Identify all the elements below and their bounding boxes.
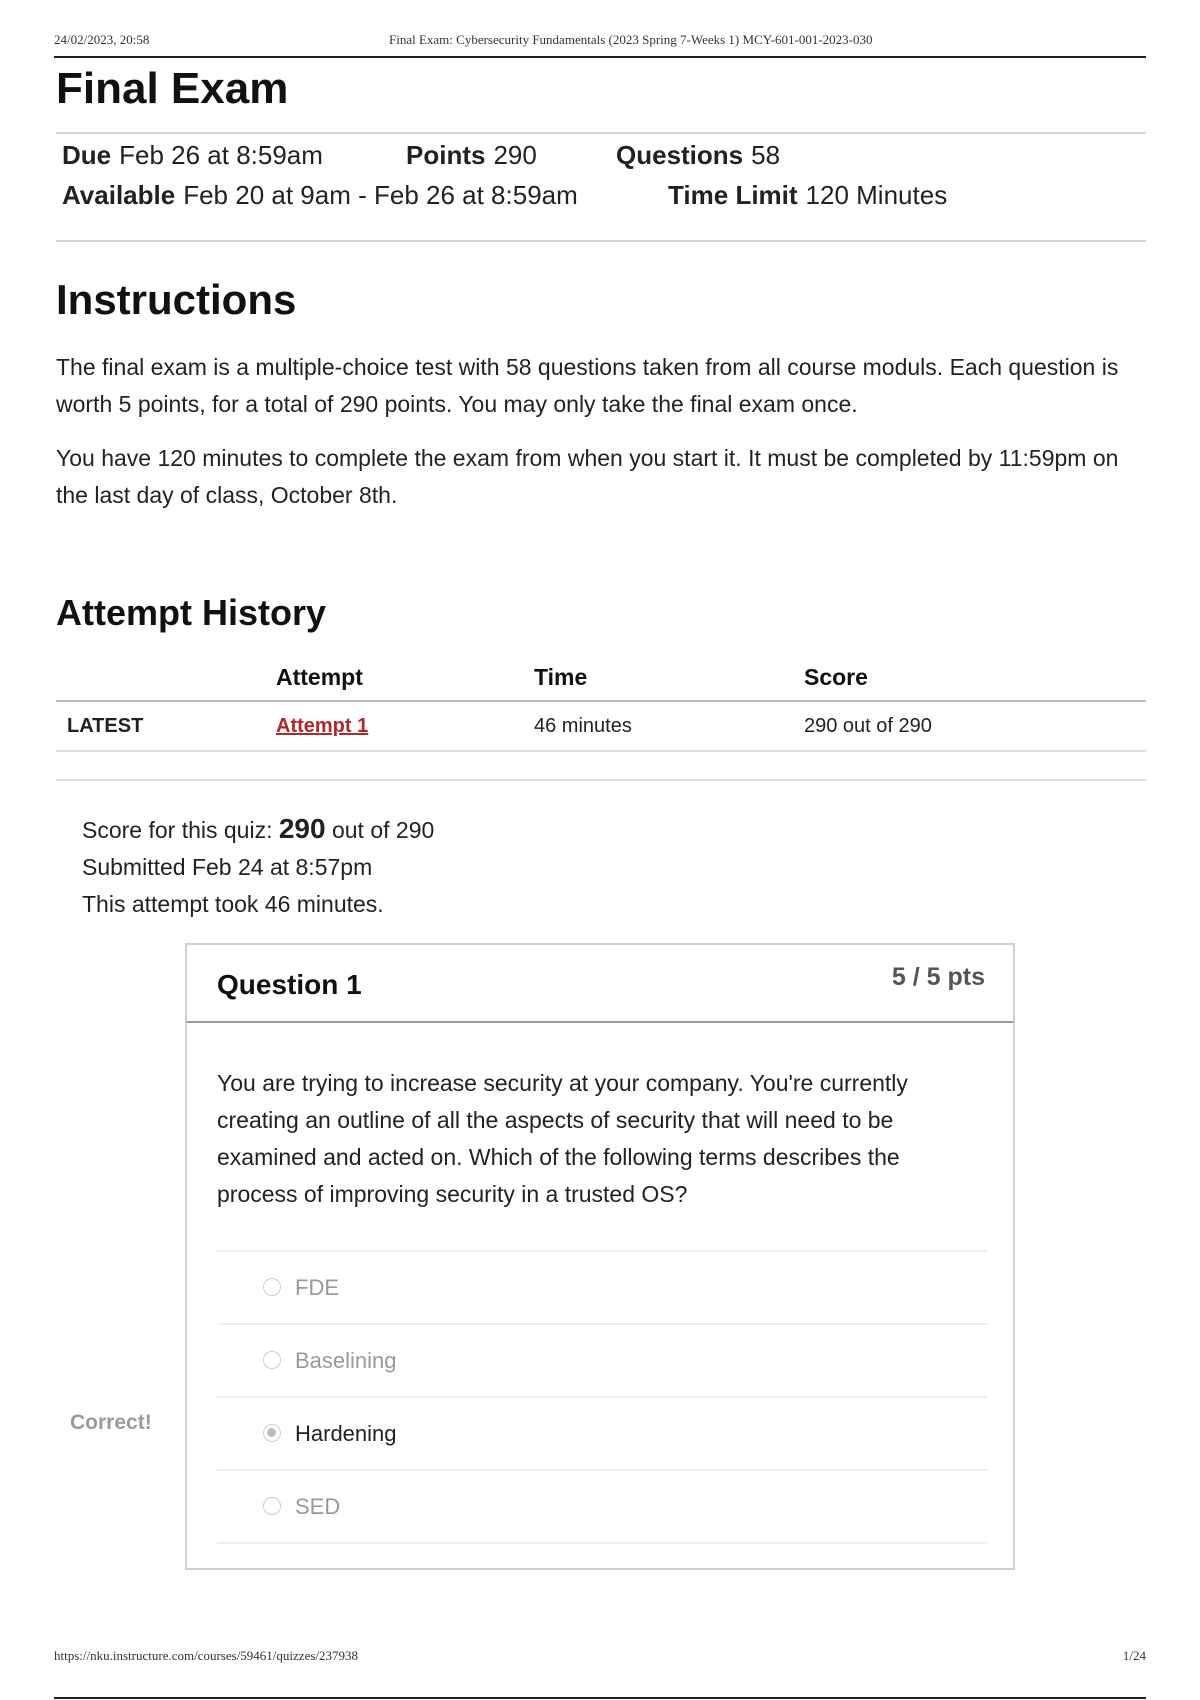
attempt-history-header-row [56, 655, 1146, 701]
available-label: Available [62, 180, 176, 210]
attempt-cell [276, 701, 534, 751]
due-label: Due [62, 140, 112, 170]
answer-option-hardening[interactable] [217, 1398, 987, 1471]
page-title: Final Exam [56, 64, 289, 113]
answer-label: Hardening [295, 1421, 397, 1446]
score-suffix: out of 290 [325, 817, 435, 843]
radio-icon[interactable] [263, 1497, 281, 1515]
instructions-paragraph-2: You have 120 minutes to complete the exam from when you start it. It must be completed by 11:59pm on the last day of class, October 8th. [56, 445, 1119, 508]
submitted-line: Submitted Feb 24 at 8:57pm [82, 854, 373, 880]
question-text: You are trying to increase security at your company. You're currently creating an outline of all the aspects of security that will need to be examined and acted on. Which of the following terms describes the process of improving security in a trusted OS? [217, 1070, 908, 1207]
answer-list [217, 1250, 987, 1544]
due-info [62, 140, 323, 171]
print-header [54, 30, 1146, 58]
due-value: Feb 26 at 8:59am [119, 140, 323, 170]
column-header-tag [56, 655, 276, 701]
instructions-paragraph-1: The final exam is a multiple-choice test with 58 questions taken from all course moduls. Each question is worth 5 points, for a total of 290 points. You may only take the final exam once. [56, 354, 1119, 417]
instructions-title: Instructions [56, 276, 297, 323]
question-points: 5 / 5 pts [891, 963, 985, 991]
page-number: 1/24 [1122, 1648, 1146, 1663]
answer-label: Baselining [295, 1348, 397, 1373]
column-header-time: Time [534, 655, 804, 701]
score-value: 290 [278, 813, 326, 844]
correct-answer-label: Correct! [66, 1408, 156, 1438]
question-card [185, 943, 1015, 1570]
answer-label: SED [295, 1494, 341, 1519]
points-info [406, 140, 537, 171]
column-header-attempt: Attempt [276, 655, 534, 701]
quiz-meta [56, 132, 1146, 242]
attempt-history-title: Attempt History [56, 592, 327, 633]
score-line [82, 810, 434, 849]
question-header [187, 945, 1013, 1023]
print-title: Final Exam: Cybersecurity Fundamentals (2023 Spring 7-Weeks 1) MCY-601-001-2023-030 [389, 32, 873, 47]
print-date: 24/02/2023, 20:58 [54, 32, 150, 47]
answer-option-fde[interactable] [217, 1252, 987, 1325]
available-info [62, 180, 578, 211]
table-row [56, 701, 1146, 751]
available-value: Feb 20 at 9am - Feb 26 at 8:59am [183, 180, 578, 210]
questions-value: 58 [751, 140, 781, 170]
score-cell: 290 out of 290 [804, 701, 1146, 751]
quiz-summary [82, 810, 434, 923]
bottom-rule [54, 1697, 1146, 1699]
answer-option-sed[interactable] [217, 1471, 987, 1544]
radio-selected-icon[interactable] [263, 1424, 281, 1442]
time-limit-label: Time Limit [668, 180, 798, 210]
time-limit-value: 120 Minutes [805, 180, 948, 210]
print-url: https://nku.instructure.com/courses/59461/quizzes/237938 [54, 1648, 359, 1663]
answer-label: FDE [295, 1275, 339, 1300]
questions-label: Questions [616, 140, 744, 170]
score-prefix: Score for this quiz: [82, 817, 279, 843]
radio-icon[interactable] [263, 1278, 281, 1296]
divider [56, 779, 1146, 781]
attempt-history-table [56, 655, 1146, 752]
points-label: Points [406, 140, 486, 170]
attempt-1-link[interactable]: Attempt 1 [276, 714, 369, 737]
radio-icon[interactable] [263, 1351, 281, 1369]
time-limit-info [668, 180, 947, 211]
points-value: 290 [493, 140, 537, 170]
answer-option-baselining[interactable] [217, 1325, 987, 1398]
question-title: Question 1 [217, 969, 362, 1000]
questions-info [616, 140, 780, 171]
time-cell: 46 minutes [534, 701, 804, 751]
column-header-score: Score [804, 655, 1146, 701]
duration-line: This attempt took 46 minutes. [82, 891, 384, 917]
latest-tag: LATEST [56, 701, 276, 751]
